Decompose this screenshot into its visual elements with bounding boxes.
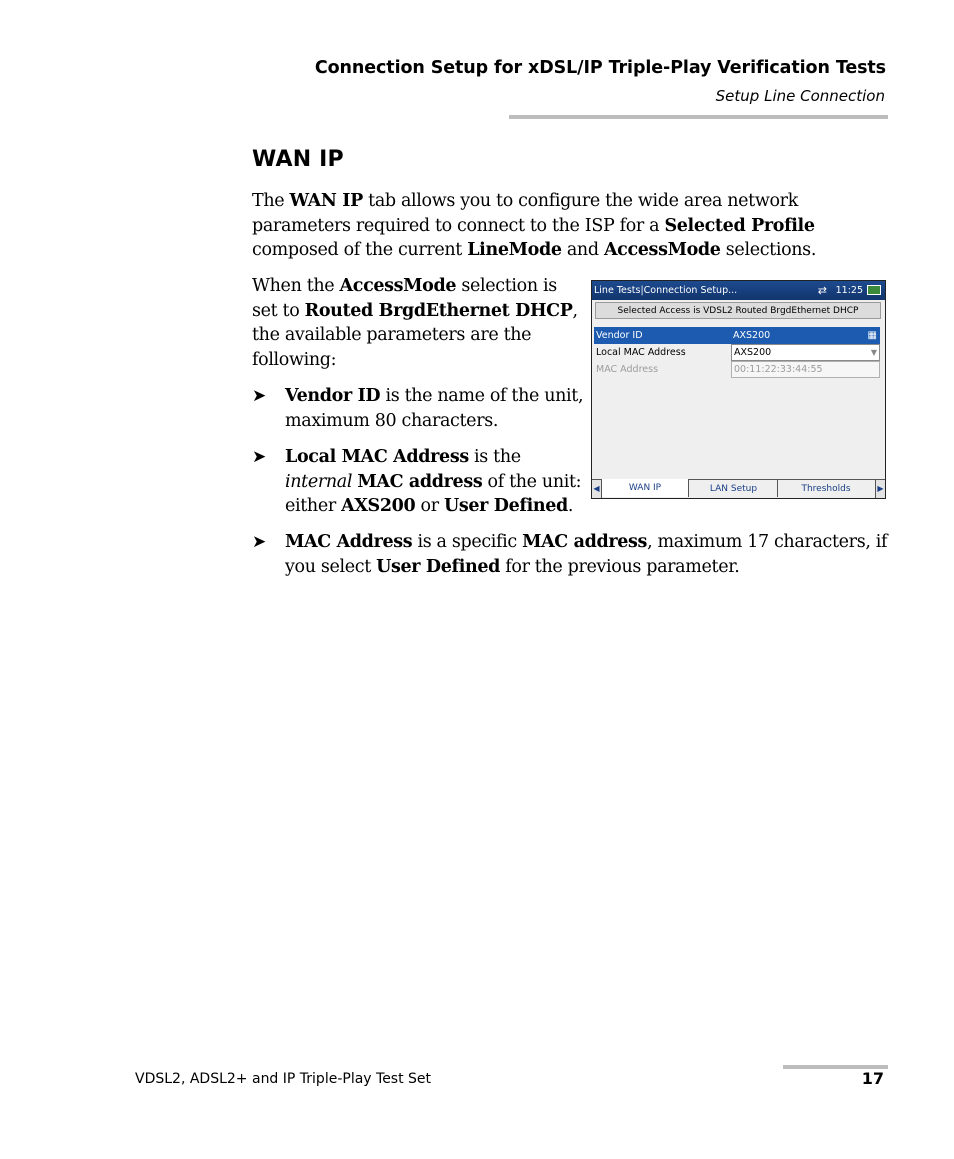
running-header-section: Setup Line Connection (715, 87, 885, 105)
tab-scroll-right-icon[interactable]: ▶ (875, 480, 885, 498)
local-mac-address-row[interactable] (594, 344, 880, 361)
page-number: 17 (861, 1069, 884, 1088)
vendor-id-row[interactable] (594, 327, 880, 344)
header-rule (509, 115, 888, 119)
bullet-arrow-icon: ➤ (252, 532, 266, 552)
keyboard-icon[interactable]: ▦ (867, 330, 877, 341)
tab-lan-setup[interactable]: LAN Setup (690, 479, 778, 497)
device-tab-bar (592, 479, 885, 498)
section-heading: WAN IP (252, 147, 344, 172)
intro-paragraph: The WAN IP tab allows you to configure the wide area network parameters required to connect to the ISP for a Selected Profile composed of the current LineMode and AccessMode selections. (252, 191, 817, 260)
device-screenshot (591, 280, 886, 499)
bullet-mac-address: ➤ MAC Address is a specific MAC address, maximum 17 characters, if you select User Defined for the previous parameter. (252, 532, 888, 577)
tab-wan-ip[interactable]: WAN IP (602, 479, 689, 497)
device-title-bar (592, 281, 885, 300)
device-title: Line Tests|Connection Setup... (594, 285, 738, 296)
bullet-arrow-icon: ➤ (252, 386, 266, 406)
device-clock: 11:25 (835, 285, 863, 296)
mac-address-label: MAC Address (596, 364, 659, 375)
chevron-down-icon[interactable]: ▼ (870, 348, 877, 357)
bullet-arrow-icon: ➤ (252, 447, 266, 467)
tab-thresholds[interactable]: Thresholds (779, 479, 873, 497)
bullet-vendor-id: ➤ Vendor ID is the name of the unit, maximum 80 characters. (252, 386, 584, 431)
local-mac-address-select[interactable]: AXS200 ▼ (731, 344, 880, 361)
bullet-local-mac-address: ➤ Local MAC Address is the internal MAC address of the unit: either AXS200 or User Defined. (252, 447, 582, 516)
vendor-id-field[interactable]: AXS200 ▦ (731, 327, 880, 344)
selected-access-bar: Selected Access is VDSL2 Routed BrgdEthernet DHCP (595, 302, 881, 319)
local-mac-address-label: Local MAC Address (596, 347, 686, 358)
footer-product-name: VDSL2, ADSL2+ and IP Triple-Play Test Set (135, 1071, 432, 1087)
mac-address-row (594, 361, 880, 378)
battery-icon (867, 285, 881, 295)
tab-scroll-left-icon[interactable]: ◀ (592, 480, 602, 498)
access-mode-paragraph: When the AccessMode selection is set to Routed BrgdEthernet DHCP, the available parameters are the following: (252, 276, 578, 370)
vendor-id-label: Vendor ID (596, 330, 643, 341)
mac-address-field: 00:11:22:33:44:55 (731, 361, 880, 378)
running-header-chapter: Connection Setup for xDSL/IP Triple-Play Verification Tests (314, 58, 886, 78)
network-arrows-icon: ⇄ (817, 284, 827, 297)
